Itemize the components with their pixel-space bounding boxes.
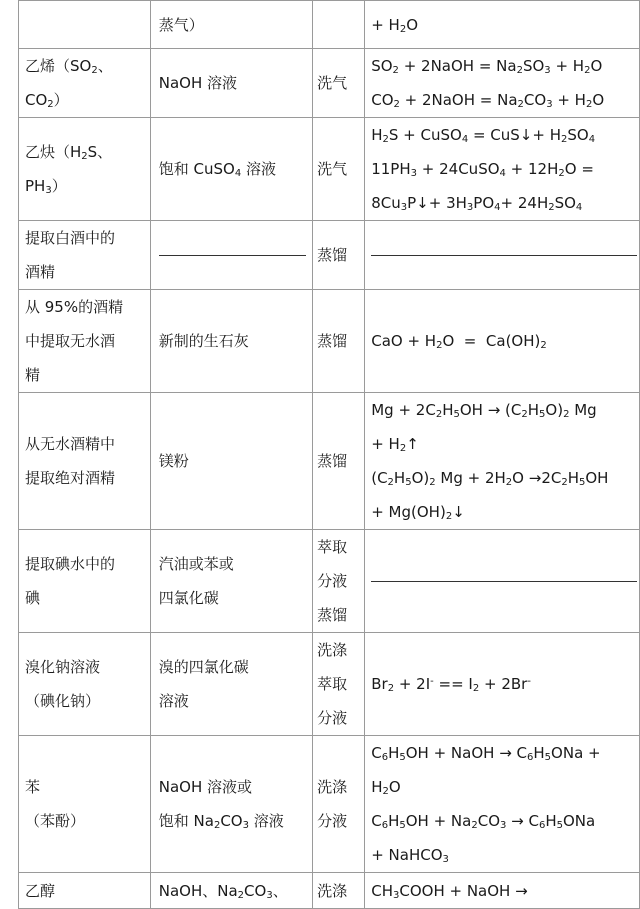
cell-text: 洗涤 (317, 641, 348, 659)
cell-text: 饱和 CuSO$_4$ 溶液 (158, 160, 276, 179)
cell-text: 从 95%的酒精 (25, 298, 124, 316)
cell-text: $PH_3$） (25, 177, 67, 196)
cell-method (313, 49, 365, 118)
cell-method (313, 530, 365, 633)
cell-mixture (19, 1, 151, 49)
cell-mixture (19, 633, 151, 736)
cell-equation (365, 736, 640, 873)
cell-text: NaOH 溶液或 (158, 778, 253, 796)
cell-mixture (19, 290, 151, 393)
cell-text: + $Mg(OH)_2↓$ (371, 503, 465, 522)
cell-method (313, 736, 365, 873)
cell-text: 萃取 (317, 538, 348, 556)
cell-text: 蒸馏 (317, 452, 348, 470)
cell-text: $CO_2$ + 2NaOH = $Na_2CO_3 + H_2O$ (371, 91, 605, 110)
cell-text: $11PH_3$ + 24CuSO$_4$ + $12H_2O$ = (371, 160, 594, 179)
cell-method (313, 290, 365, 393)
cell-text: $Br_2 + 2I^- == I_2 + 2Br^-$ (371, 675, 531, 694)
table-row (19, 118, 640, 221)
cell-text: $H_2S$ + CuSO$_4$ = CuS↓+ $H_2SO_4$ (371, 126, 596, 145)
cell-text: 分液 (317, 572, 348, 590)
cell-mixture (19, 118, 151, 221)
cell-text: 中提取无水酒 (25, 332, 116, 350)
cell-reagent (150, 49, 312, 118)
cell-reagent (150, 290, 312, 393)
table-row (19, 290, 640, 393)
cell-text: 提取绝对酒精 (25, 469, 116, 487)
cell-text: 蒸馏 (317, 246, 348, 264)
table-row (19, 530, 640, 633)
cell-equation (365, 221, 640, 290)
cell-reagent (150, 633, 312, 736)
cell-equation (365, 49, 640, 118)
cell-reagent (150, 393, 312, 530)
table-row (19, 1, 640, 49)
cell-text: 洗气 (317, 160, 348, 178)
cell-text: $CH_3COOH$ + NaOH → (371, 881, 528, 901)
cell-text: $(C_2H_5O)_2$ $Mg + 2H_2O \to 2C_2H_5OH$ (371, 469, 609, 488)
cell-method (313, 873, 365, 909)
cell-text: 镁粉 (158, 452, 189, 470)
table-body (19, 1, 640, 909)
cell-text: 乙醇 (25, 881, 56, 900)
cell-equation (365, 118, 640, 221)
cell-text: 分液 (317, 709, 348, 727)
cell-text: 精 (25, 366, 41, 384)
cell-text: 溴化钠溶液 (25, 658, 101, 676)
cell-text: $H_2O$ (371, 778, 401, 797)
cell-text: $C_6H_5OH + Na_2CO_3 \to C_6H_5ONa$ (371, 812, 596, 831)
blank-line (371, 255, 637, 256)
cell-text: 饱和 $Na_2CO_3$ 溶液 (158, 812, 284, 831)
cell-method (313, 221, 365, 290)
cell-method (313, 118, 365, 221)
blank-line (159, 255, 306, 256)
cell-text: + $H_2O$ (371, 15, 419, 35)
cell-equation (365, 1, 640, 49)
cell-reagent (150, 873, 312, 909)
cell-text: 四氯化碳 (158, 589, 219, 607)
cell-text: 乙烯（$SO_2$、 (25, 57, 113, 76)
cell-text: $C_6H_5OH$ + NaOH → $C_6H_5ONa$ + (371, 744, 601, 763)
cell-text: 洗涤 (317, 881, 348, 900)
cell-method (313, 633, 365, 736)
cell-text: NaOH、$Na_2CO_3$、 (158, 881, 288, 901)
blank-line (371, 581, 637, 582)
cell-text: 溴的四氯化碳 (158, 658, 249, 676)
cell-text: （碘化钠） (25, 692, 101, 710)
cell-equation (365, 873, 640, 909)
cell-equation (365, 290, 640, 393)
cell-mixture (19, 49, 151, 118)
table-row (19, 736, 640, 873)
cell-method (313, 393, 365, 530)
cell-mixture (19, 530, 151, 633)
cell-text: 洗涤 (317, 778, 348, 796)
cell-text: NaOH 溶液 (158, 74, 238, 92)
cell-text: 蒸气） (158, 15, 204, 34)
cell-text: 蒸馏 (317, 332, 348, 350)
table-row (19, 393, 640, 530)
cell-reagent (150, 736, 312, 873)
cell-text: 提取碘水中的 (25, 555, 116, 573)
cell-equation (365, 633, 640, 736)
cell-equation (365, 530, 640, 633)
cell-text: $Mg + 2C_2H_5OH \to (C_2H_5O)_2$ Mg (371, 401, 597, 420)
cell-text: $SO_2$ + 2NaOH = $Na_2SO_3 + H_2O$ (371, 57, 603, 76)
cell-text: 提取白酒中的 (25, 229, 116, 247)
cell-mixture (19, 873, 151, 909)
cell-equation (365, 393, 640, 530)
purification-table (18, 0, 640, 909)
table-row (19, 49, 640, 118)
cell-text: CaO + $H_2O = Ca(OH)_2$ (371, 332, 547, 351)
cell-text: （苯酚） (25, 812, 86, 830)
cell-reagent (150, 530, 312, 633)
cell-text: 新制的生石灰 (158, 332, 249, 350)
cell-text: 从无水酒精中 (25, 435, 116, 453)
cell-text: + NaHCO$_3$ (371, 846, 449, 865)
cell-mixture (19, 221, 151, 290)
cell-text: $CO_2$） (25, 91, 69, 110)
cell-method (313, 1, 365, 49)
cell-mixture (19, 393, 151, 530)
cell-mixture (19, 736, 151, 873)
cell-text: 洗气 (317, 74, 348, 92)
cell-reagent (150, 221, 312, 290)
cell-text: 蒸馏 (317, 606, 348, 624)
cell-reagent (150, 1, 312, 49)
table-row (19, 221, 640, 290)
cell-text: 萃取 (317, 675, 348, 693)
cell-text: 汽油或苯或 (158, 555, 234, 573)
table-row (19, 633, 640, 736)
cell-text: + $H_2↑$ (371, 435, 419, 454)
cell-text: 分液 (317, 812, 348, 830)
cell-text: 溶液 (158, 692, 189, 710)
table-row (19, 873, 640, 909)
cell-text: 乙炔（$H_2S$、 (25, 143, 113, 162)
cell-reagent (150, 118, 312, 221)
cell-text: $8Cu_3P↓+ 3H_3PO_4+ 24H_2SO_4$ (371, 194, 583, 213)
cell-text: 酒精 (25, 263, 56, 281)
cell-text: 苯 (25, 778, 41, 796)
cell-text: 碘 (25, 589, 41, 607)
